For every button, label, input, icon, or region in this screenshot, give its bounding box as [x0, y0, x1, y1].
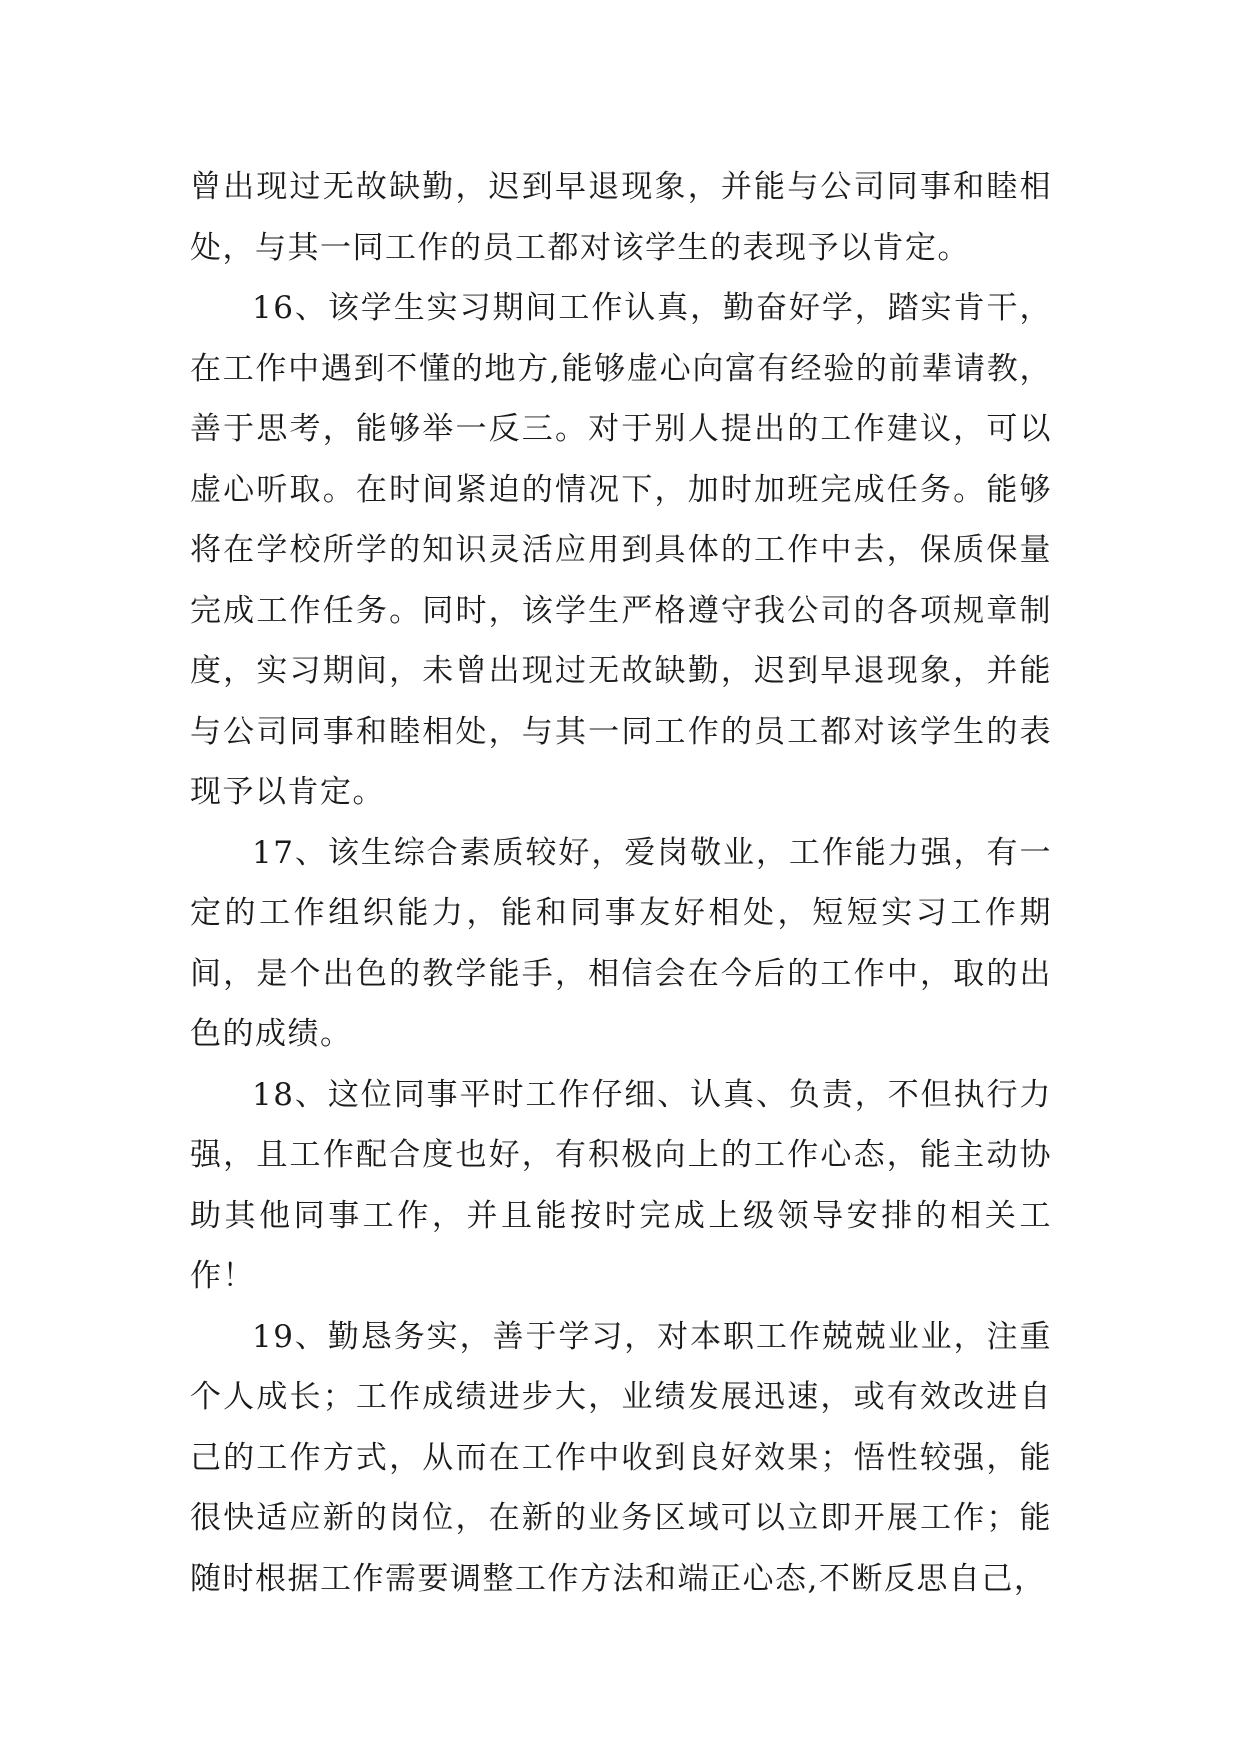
- paragraph-19: 19、勤恳务实，善于学习，对本职工作兢兢业业，注重个人成长；工作成绩进步大，业绩发展迅速，或有效改进自己的工作方式，从而在工作中收到良好效果；悟性较强，能很快适应新的岗位，在新的业务区域可以立即开展工作；能随时根据工作需要调整工作方法和端正心态,不断反思自己，: [190, 1318, 1052, 1597]
- paragraph-16: 16、该学生实习期间工作认真，勤奋好学，踏实肯干，在工作中遇到不懂的地方,能够虚心向富有经验的前辈请教，善于思考，能够举一反三。对于别人提出的工作建议，可以虚心听取。在时间紧迫的情况下，加时加班完成任务。能够将在学校所学的知识灵活应用到具体的工作中去，保质保量完成工作任务。同时，该学生严格遵守我公司的各项规章制度，实习期间，未曾出现过无故缺勤，迟到早退现象，并能与公司同事和睦相处，与其一同工作的员工都对该学生的表现予以肯定。: [190, 290, 1052, 810]
- paragraph-18: 18、这位同事平时工作仔细、认真、负责，不但执行力强，且工作配合度也好，有积极向上的工作心态，能主动协助其他同事工作，并且能按时完成上级领导安排的相关工作！: [190, 1076, 1052, 1294]
- document-body: [190, 157, 1052, 1609]
- paragraph-15-continuation: 曾出现过无故缺勤，迟到早退现象，并能与公司同事和睦相处，与其一同工作的员工都对该学生的表现予以肯定。: [190, 169, 1052, 266]
- paragraph-17: 17、该生综合素质较好，爱岗敬业，工作能力强，有一定的工作组织能力，能和同事友好相处，短短实习工作期间，是个出色的教学能手，相信会在今后的工作中，取的出色的成绩。: [190, 834, 1052, 1052]
